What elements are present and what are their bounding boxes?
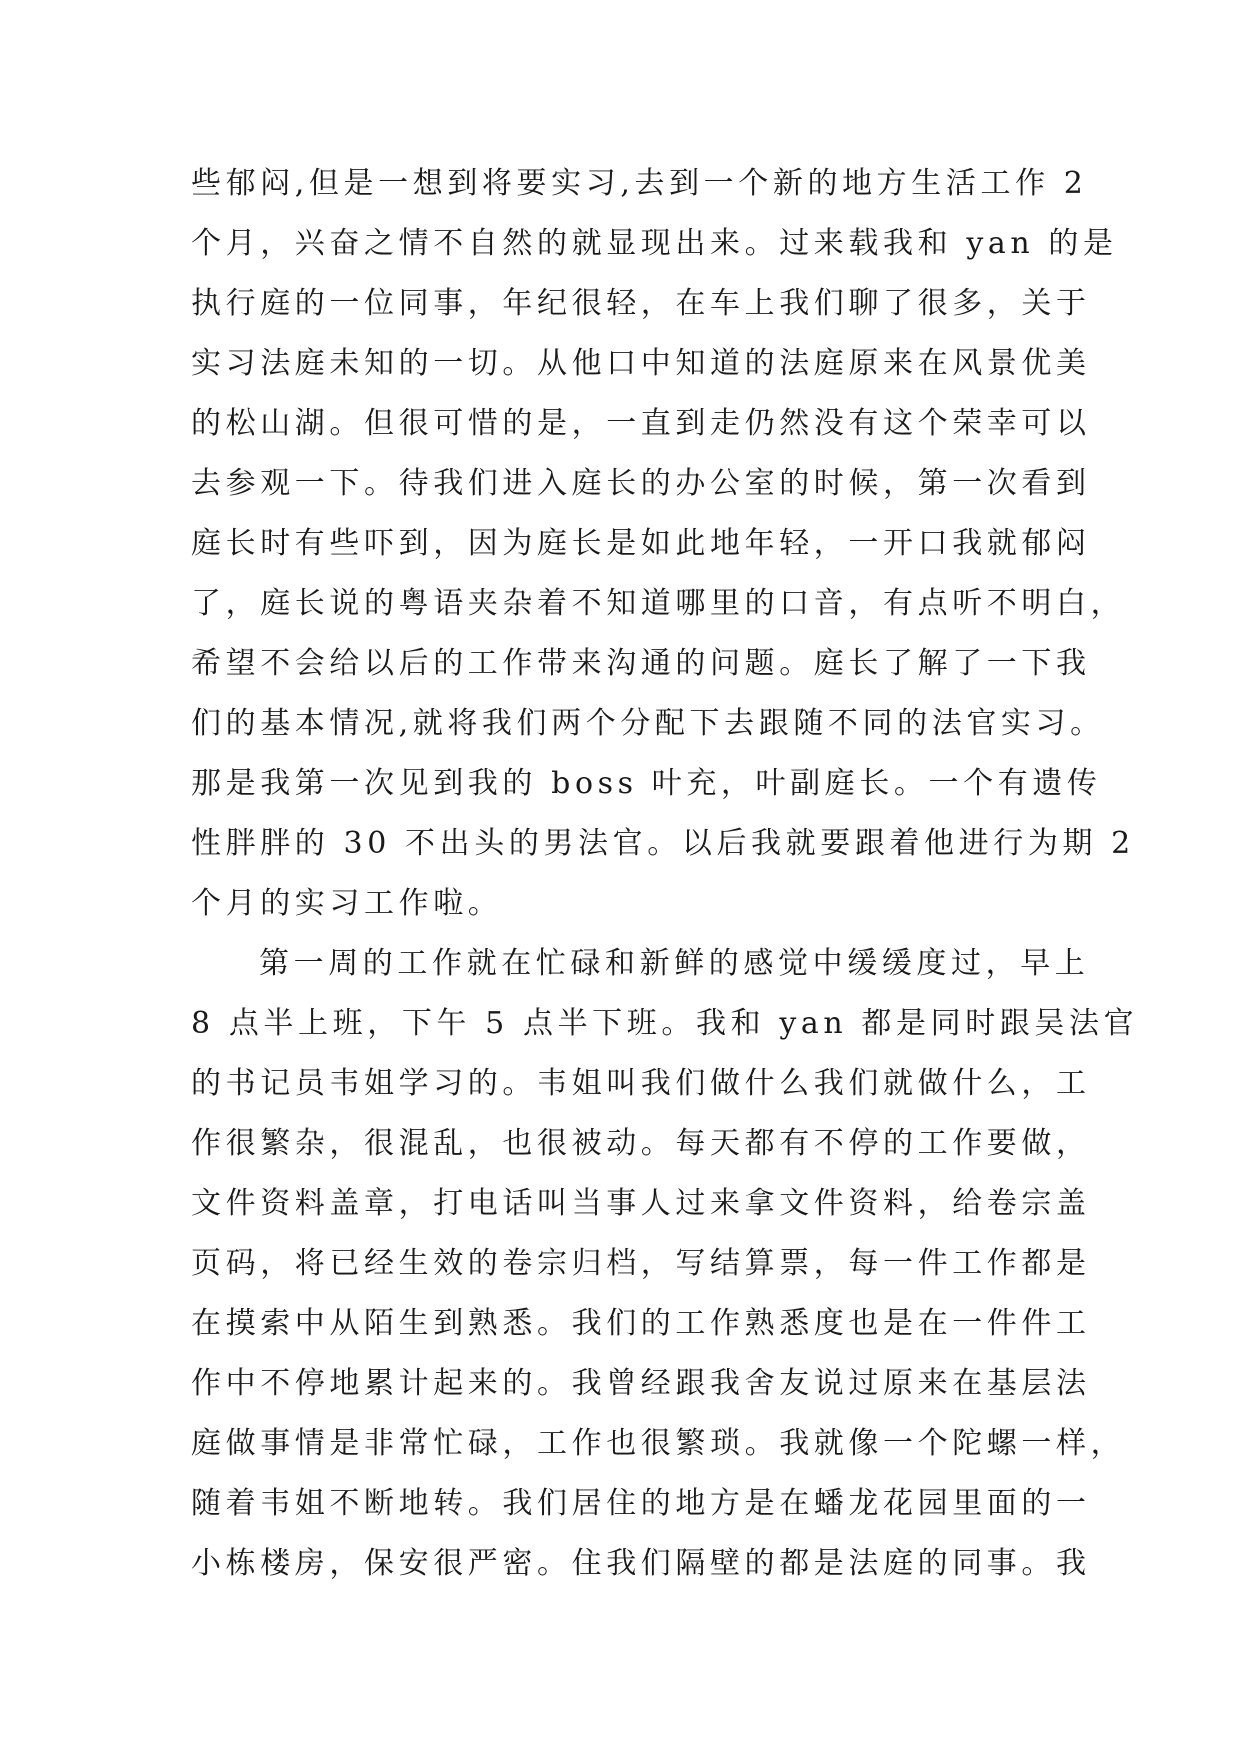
text-line: 那是我第一次见到我的 boss 叶充，叶副庭长。一个有遗传 — [191, 766, 1102, 801]
text-line: 了，庭长说的粤语夹杂着不知道哪里的口音，有点听不明白， — [191, 586, 1126, 621]
text-line: 在摸索中从陌生到熟悉。我们的工作熟悉度也是在一件件工 — [191, 1306, 1091, 1341]
text-line: 的书记员韦姐学习的。韦姐叫我们做什么我们就做什么，工 — [191, 1066, 1091, 1101]
text-line: 希望不会给以后的工作带来沟通的问题。庭长了解了一下我 — [191, 646, 1091, 681]
text-line: 作很繁杂，很混乱，也很被动。每天都有不停的工作要做， — [191, 1126, 1091, 1161]
text-line: 文件资料盖章，打电话叫当事人过来拿文件资料，给卷宗盖 — [191, 1186, 1091, 1221]
text-line: 庭长时有些吓到，因为庭长是如此地年轻，一开口我就郁闷 — [191, 526, 1091, 561]
paragraph-2 — [191, 934, 1139, 1594]
text-line: 实习法庭未知的一切。从他口中知道的法庭原来在风景优美 — [191, 346, 1091, 381]
paragraph-1 — [191, 154, 1135, 934]
text-line: 作中不停地累计起来的。我曾经跟我舍友说过原来在基层法 — [191, 1366, 1091, 1401]
text-line: 第一周的工作就在忙碌和新鲜的感觉中缓缓度过，早上 — [259, 946, 1090, 981]
text-line: 的松山湖。但很可惜的是，一直到走仍然没有这个荣幸可以 — [191, 406, 1091, 441]
text-line: 性胖胖的 30 不出头的男法官。以后我就要跟着他进行为期 2 — [191, 826, 1135, 861]
text-line: 个月的实习工作啦。 — [191, 886, 503, 921]
text-line: 随着韦姐不断地转。我们居住的地方是在蟠龙花园里面的一 — [191, 1486, 1091, 1521]
text-line: 们的基本情况,就将我们两个分配下去跟随不同的法官实习。 — [191, 706, 1105, 741]
text-line: 页码，将已经生效的卷宗归档，写结算票，每一件工作都是 — [191, 1246, 1091, 1281]
text-line: 庭做事情是非常忙碌，工作也很繁琐。我就像一个陀螺一样， — [191, 1426, 1126, 1461]
document-page — [191, 154, 1139, 1594]
text-line: 去参观一下。待我们进入庭长的办公室的时候，第一次看到 — [191, 466, 1091, 501]
text-line: 小栋楼房，保安很严密。住我们隔壁的都是法庭的同事。我 — [191, 1546, 1091, 1581]
text-line: 8 点半上班，下午 5 点半下班。我和 yan 都是同时跟吴法官 — [191, 1006, 1139, 1041]
text-line: 些郁闷,但是一想到将要实习,去到一个新的地方生活工作 2 — [191, 166, 1088, 201]
text-line: 执行庭的一位同事，年纪很轻，在车上我们聊了很多，关于 — [191, 286, 1091, 321]
text-line: 个月，兴奋之情不自然的就显现出来。过来载我和 yan 的是 — [191, 226, 1118, 261]
